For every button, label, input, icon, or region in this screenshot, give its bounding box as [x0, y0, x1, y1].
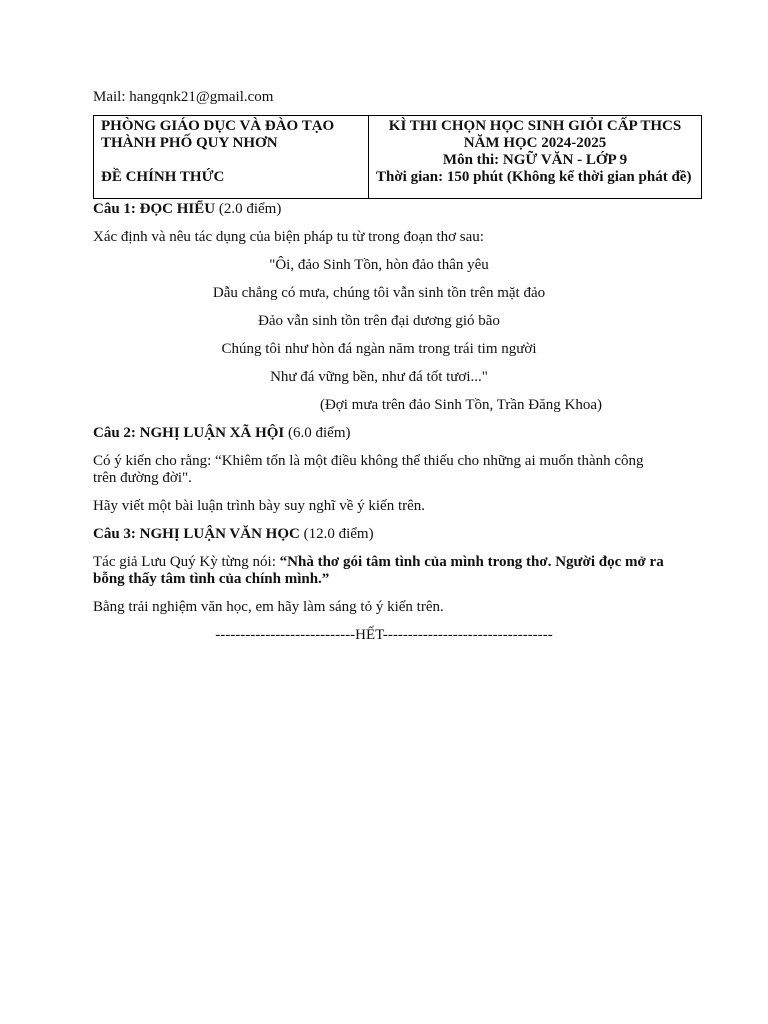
mail-line: Mail: hangqnk21@gmail.com: [93, 89, 274, 105]
q2-heading: [93, 425, 665, 442]
q3-quote: “Nhà thơ gói tâm tình của mình trong thơ. Người đọc mở ra bỗng thấy tâm tình của chính mình.”: [93, 554, 664, 587]
q1-heading: [93, 201, 665, 218]
q3-heading: [93, 526, 665, 543]
exam-content: [93, 201, 665, 644]
subject: Môn thi: NGỮ VĂN - LỚP 9: [442, 152, 628, 168]
city-name: THÀNH PHỐ QUY NHƠN: [101, 135, 278, 151]
poem-line-4: Chúng tôi như hòn đá ngàn năm trong trái tim người: [221, 341, 537, 357]
q2-task: Hãy viết một bài luận trình bày suy nghĩ về ý kiến trên.: [93, 498, 426, 514]
header-left-cell: [94, 116, 369, 199]
poem-line-2: Dẫu chẳng có mưa, chúng tôi vẫn sinh tồn trên mặt đảo: [212, 285, 546, 301]
end-marker: ----------------------------HẾT----------------------------------: [215, 627, 553, 643]
poem-source: (Đợi mưa trên đảo Sinh Tồn, Trần Đăng Khoa): [319, 397, 602, 413]
poem-line-5: Như đá vững bền, như đá tốt tươi...": [270, 369, 488, 385]
q2-points: (6.0 điểm): [284, 425, 351, 441]
exam-title: KÌ THI CHỌN HỌC SINH GIỎI CẤP THCS: [388, 118, 682, 134]
department-name: PHÒNG GIÁO DỤC VÀ ĐÀO TẠO: [101, 118, 335, 134]
q2-quote: Có ý kiến cho rằng: “Khiêm tốn là một điều không thể thiếu cho những ai muốn thành công trên đường đời".: [93, 453, 644, 486]
poem-line-1: "Ôi, đảo Sinh Tồn, hòn đảo thân yêu: [269, 257, 489, 273]
q1-prompt: Xác định và nêu tác dụng của biện pháp tu từ trong đoạn thơ sau:: [93, 229, 484, 245]
exam-header-table: [93, 115, 702, 199]
header-right-cell: [369, 116, 702, 199]
official-label: ĐỀ CHÍNH THỨC: [101, 169, 225, 185]
q2-label: Câu 2: NGHỊ LUẬN XÃ HỘI: [93, 425, 285, 441]
q1-label: Câu 1: ĐỌC HIỂU: [93, 201, 216, 217]
q3-label: Câu 3: NGHỊ LUẬN VĂN HỌC: [93, 526, 300, 542]
q3-task: Bằng trải nghiệm văn học, em hãy làm sáng tỏ ý kiến trên.: [93, 599, 444, 615]
q3-quote-paragraph: [93, 554, 665, 588]
q1-points: (2.0 điểm): [215, 201, 282, 217]
q3-intro: Tác giả Lưu Quý Kỳ từng nói:: [93, 554, 280, 570]
poem-line-3: Đảo vẫn sinh tồn trên đại dương gió bão: [258, 313, 500, 329]
school-year: NĂM HỌC 2024-2025: [463, 135, 607, 151]
q3-points: (12.0 điểm): [299, 526, 374, 542]
spacer: [101, 152, 361, 169]
exam-duration: Thời gian: 150 phút (Không kể thời gian phát đề): [376, 169, 692, 185]
